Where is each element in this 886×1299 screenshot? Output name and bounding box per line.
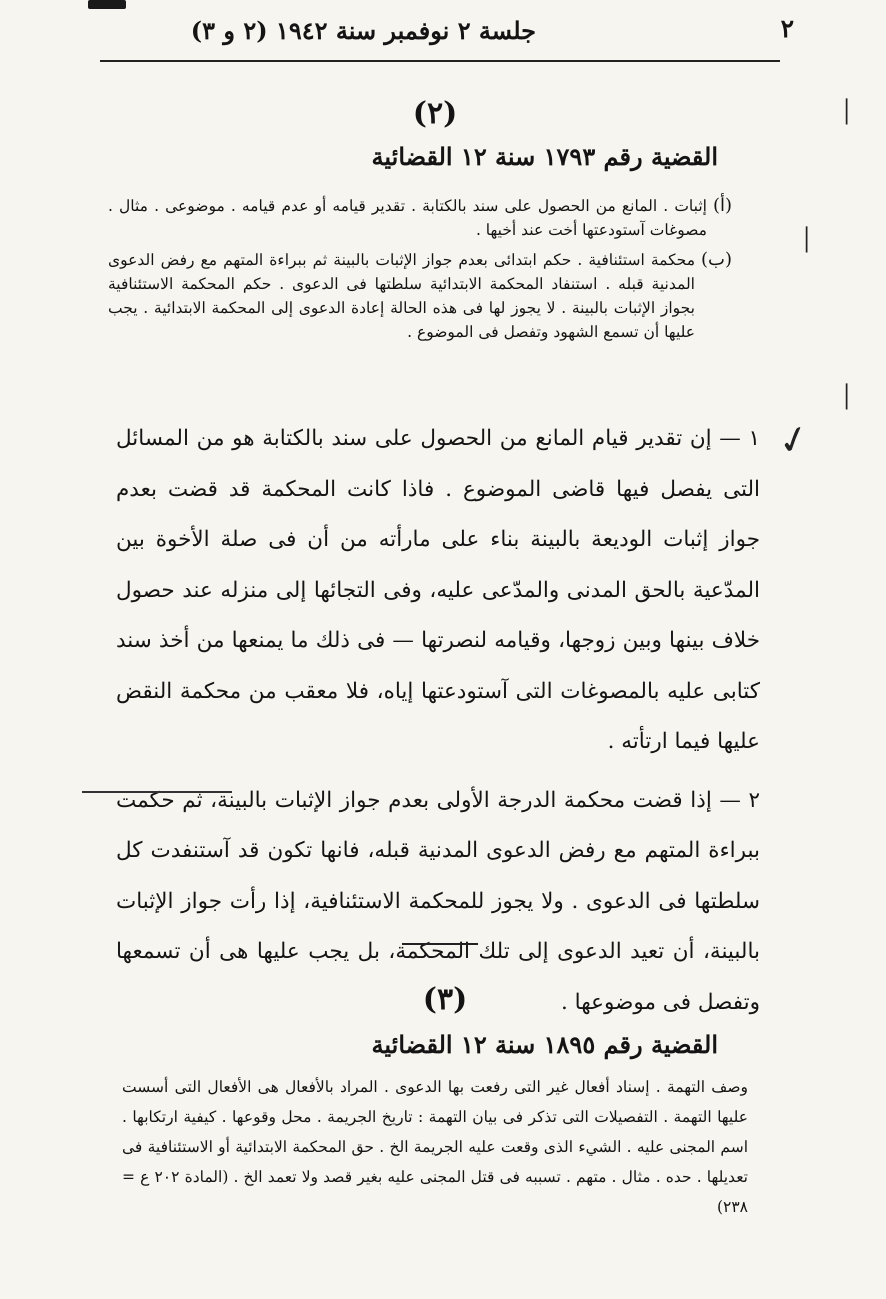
case-title: القضية رقم ١٨٩٥ سنة ١٢ القضائية <box>371 1030 718 1059</box>
margin-stroke: │ <box>840 385 854 410</box>
summary-item <box>108 248 732 344</box>
section-divider <box>402 943 478 945</box>
case-summary <box>108 194 732 344</box>
case-number: (٢) <box>412 96 458 131</box>
summary-item-marker: (أ) <box>712 195 732 216</box>
handwritten-underline <box>82 791 232 793</box>
case-number: (٣) <box>422 982 468 1017</box>
header-rule <box>100 60 780 62</box>
case-body <box>116 414 760 1028</box>
handwritten-check-mark: ✓ <box>772 414 815 466</box>
running-head: جلسة ٢ نوفمبر سنة ١٩٤٢ (٢ و ٣) <box>190 16 536 45</box>
summary-item <box>108 194 732 242</box>
ink-blot <box>88 0 126 9</box>
body-paragraph: ١ — إن تقدير قيام المانع من الحصول على سند بالكتابة هو من المسائل التى يفصل فيها قاضى الموضوع . فاذا كانت المحكمة قد قضت بعدم جواز إثبات الوديعة بالبينة بناء على مارأته من أن فى صلة الأخوة بين المدّعية بالحق المدنى والمدّعى عليه، وفى التجائها إلى منزله عند حصول خلاف بينها وبين زوجها، وقيامه لنصرتها — فى ذلك ما يمنعها من أخذ سند كتابى عليه بالمصوغات التى آستودعتها إياه، فلا معقب من محكمة النقض عليها فيما ارتأته . <box>116 426 760 754</box>
case-summary: وصف التهمة . إسناد أفعال غير التى رفعت بها الدعوى . المراد بالأفعال هى الأفعال التى أسست عليها التهمة . التفصيلات التى تذكر فى بيان التهمة : تاريخ الجريمة . محل وقوعها . كيفية ارتكابها . اسم المجنى عليه . الشيء الذى وقعت عليه الجريمة الخ . حق المحكمة الابتدائية أو الاستئنافية فى تعديلها . حده . مثال . متهم . تسببه فى قتل المجنى عليه بغير قصد ولا تعمد الخ . (المادة ٢٠٢ ع = ٢٣٨) <box>122 1078 748 1216</box>
summary-item-text: محكمة استئنافية . حكم ابتدائى بعدم جواز الإثبات بالبينة ثم ببراءة المتهم مع رفض الدعوى المدنية قبله . استنفاد المحكمة الابتدائية سلطتها فى الدعوى . حكم المحكمة الاستئنافية بجواز الإثبات بالبينة . لا يجوز لها فى هذه الحالة إعادة الدعوى إلى المحكمة الابتدائية . يجب عليها أن تسمع الشهود وتفصل فى الموضوع . <box>108 251 695 341</box>
body-paragraph: ٢ — إذا قضت محكمة الدرجة الأولى بعدم جواز الإثبات بالبينة، ثم حكمت ببراءة المتهم مع رفض الدعوى المدنية قبله، فانها تكون قد آستنفدت كل سلطتها فى الدعوى . ولا يجوز للمحكمة الاستئنافية، إذا رأت جواز الإثبات بالبينة، أن تعيد الدعوى إلى تلك المحكمة، بل يجب عليها هى أن تسمعها وتفصل فى موضوعها . <box>116 787 760 1015</box>
page-number: ٢ <box>780 14 794 43</box>
summary-item-marker: (ب) <box>701 249 732 270</box>
case-title: القضية رقم ١٧٩٣ سنة ١٢ القضائية <box>371 142 718 171</box>
page-header <box>96 10 794 54</box>
summary-item-text: إثبات . المانع من الحصول على سند بالكتابة . تقدير قيامه أو عدم قيامه . موضوعى . مثال . مصوغات آستودعتها أخت عند أخيها . <box>108 197 707 239</box>
margin-stroke: │ <box>800 228 814 253</box>
margin-stroke: │ <box>840 100 854 125</box>
